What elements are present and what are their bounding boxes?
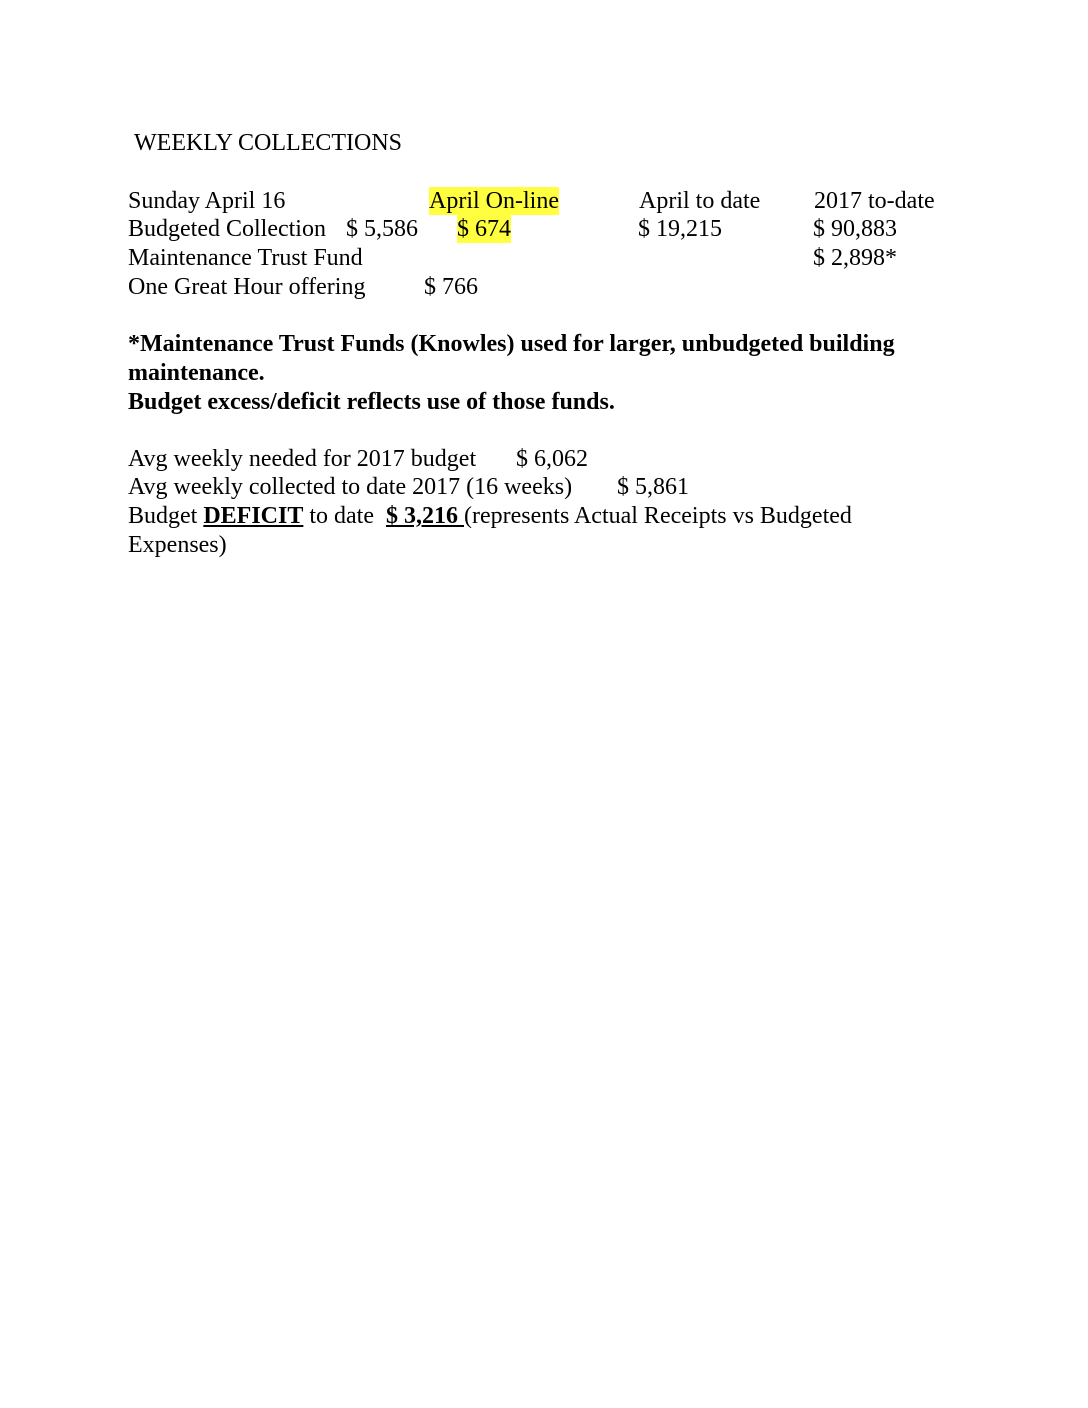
avg-collected-label: Avg weekly collected to date 2017 (16 weeks) — [128, 474, 573, 500]
row-budgeted-weekly: $ 5,586 — [346, 216, 418, 242]
avg-needed-label: Avg weekly needed for 2017 budget — [128, 446, 477, 472]
row-ogh-label: One Great Hour offering — [128, 274, 366, 300]
row-budgeted-online: $ 674 — [457, 216, 511, 242]
deficit-amount: $ 3,216 — [386, 503, 464, 529]
note-line-2: maintenance. — [128, 360, 265, 386]
header-2017-to-date: 2017 to-date — [814, 188, 935, 214]
row-maintenance-ytd: $ 2,898* — [813, 245, 897, 271]
deficit-prefix: Budget — [128, 503, 204, 529]
header-sunday: Sunday April 16 — [128, 188, 286, 214]
row-maintenance-label: Maintenance Trust Fund — [128, 245, 363, 271]
deficit-suffix: (represents Actual Receipts vs Budgeted — [464, 503, 852, 529]
note-line-1: *Maintenance Trust Funds (Knowles) used for larger, unbudgeted building — [128, 331, 895, 357]
deficit-line — [128, 502, 852, 530]
header-april-online: April On-line — [429, 188, 559, 214]
note-line-3: Budget excess/deficit reflects use of those funds. — [128, 389, 615, 415]
avg-needed-value: $ 6,062 — [516, 446, 588, 472]
row-ogh-weekly: $ 766 — [424, 274, 478, 300]
avg-collected-value: $ 5,861 — [617, 474, 689, 500]
deficit-line-2: Expenses) — [128, 532, 227, 558]
header-april-to-date: April to date — [639, 188, 761, 214]
deficit-middle: to date — [303, 503, 380, 529]
page-title: WEEKLY COLLECTIONS — [134, 130, 402, 156]
row-budgeted-ytd: $ 90,883 — [813, 216, 897, 242]
row-budgeted-label: Budgeted Collection — [128, 216, 326, 242]
row-budgeted-april-to-date: $ 19,215 — [638, 216, 722, 242]
deficit-word: DEFICIT — [203, 503, 304, 529]
